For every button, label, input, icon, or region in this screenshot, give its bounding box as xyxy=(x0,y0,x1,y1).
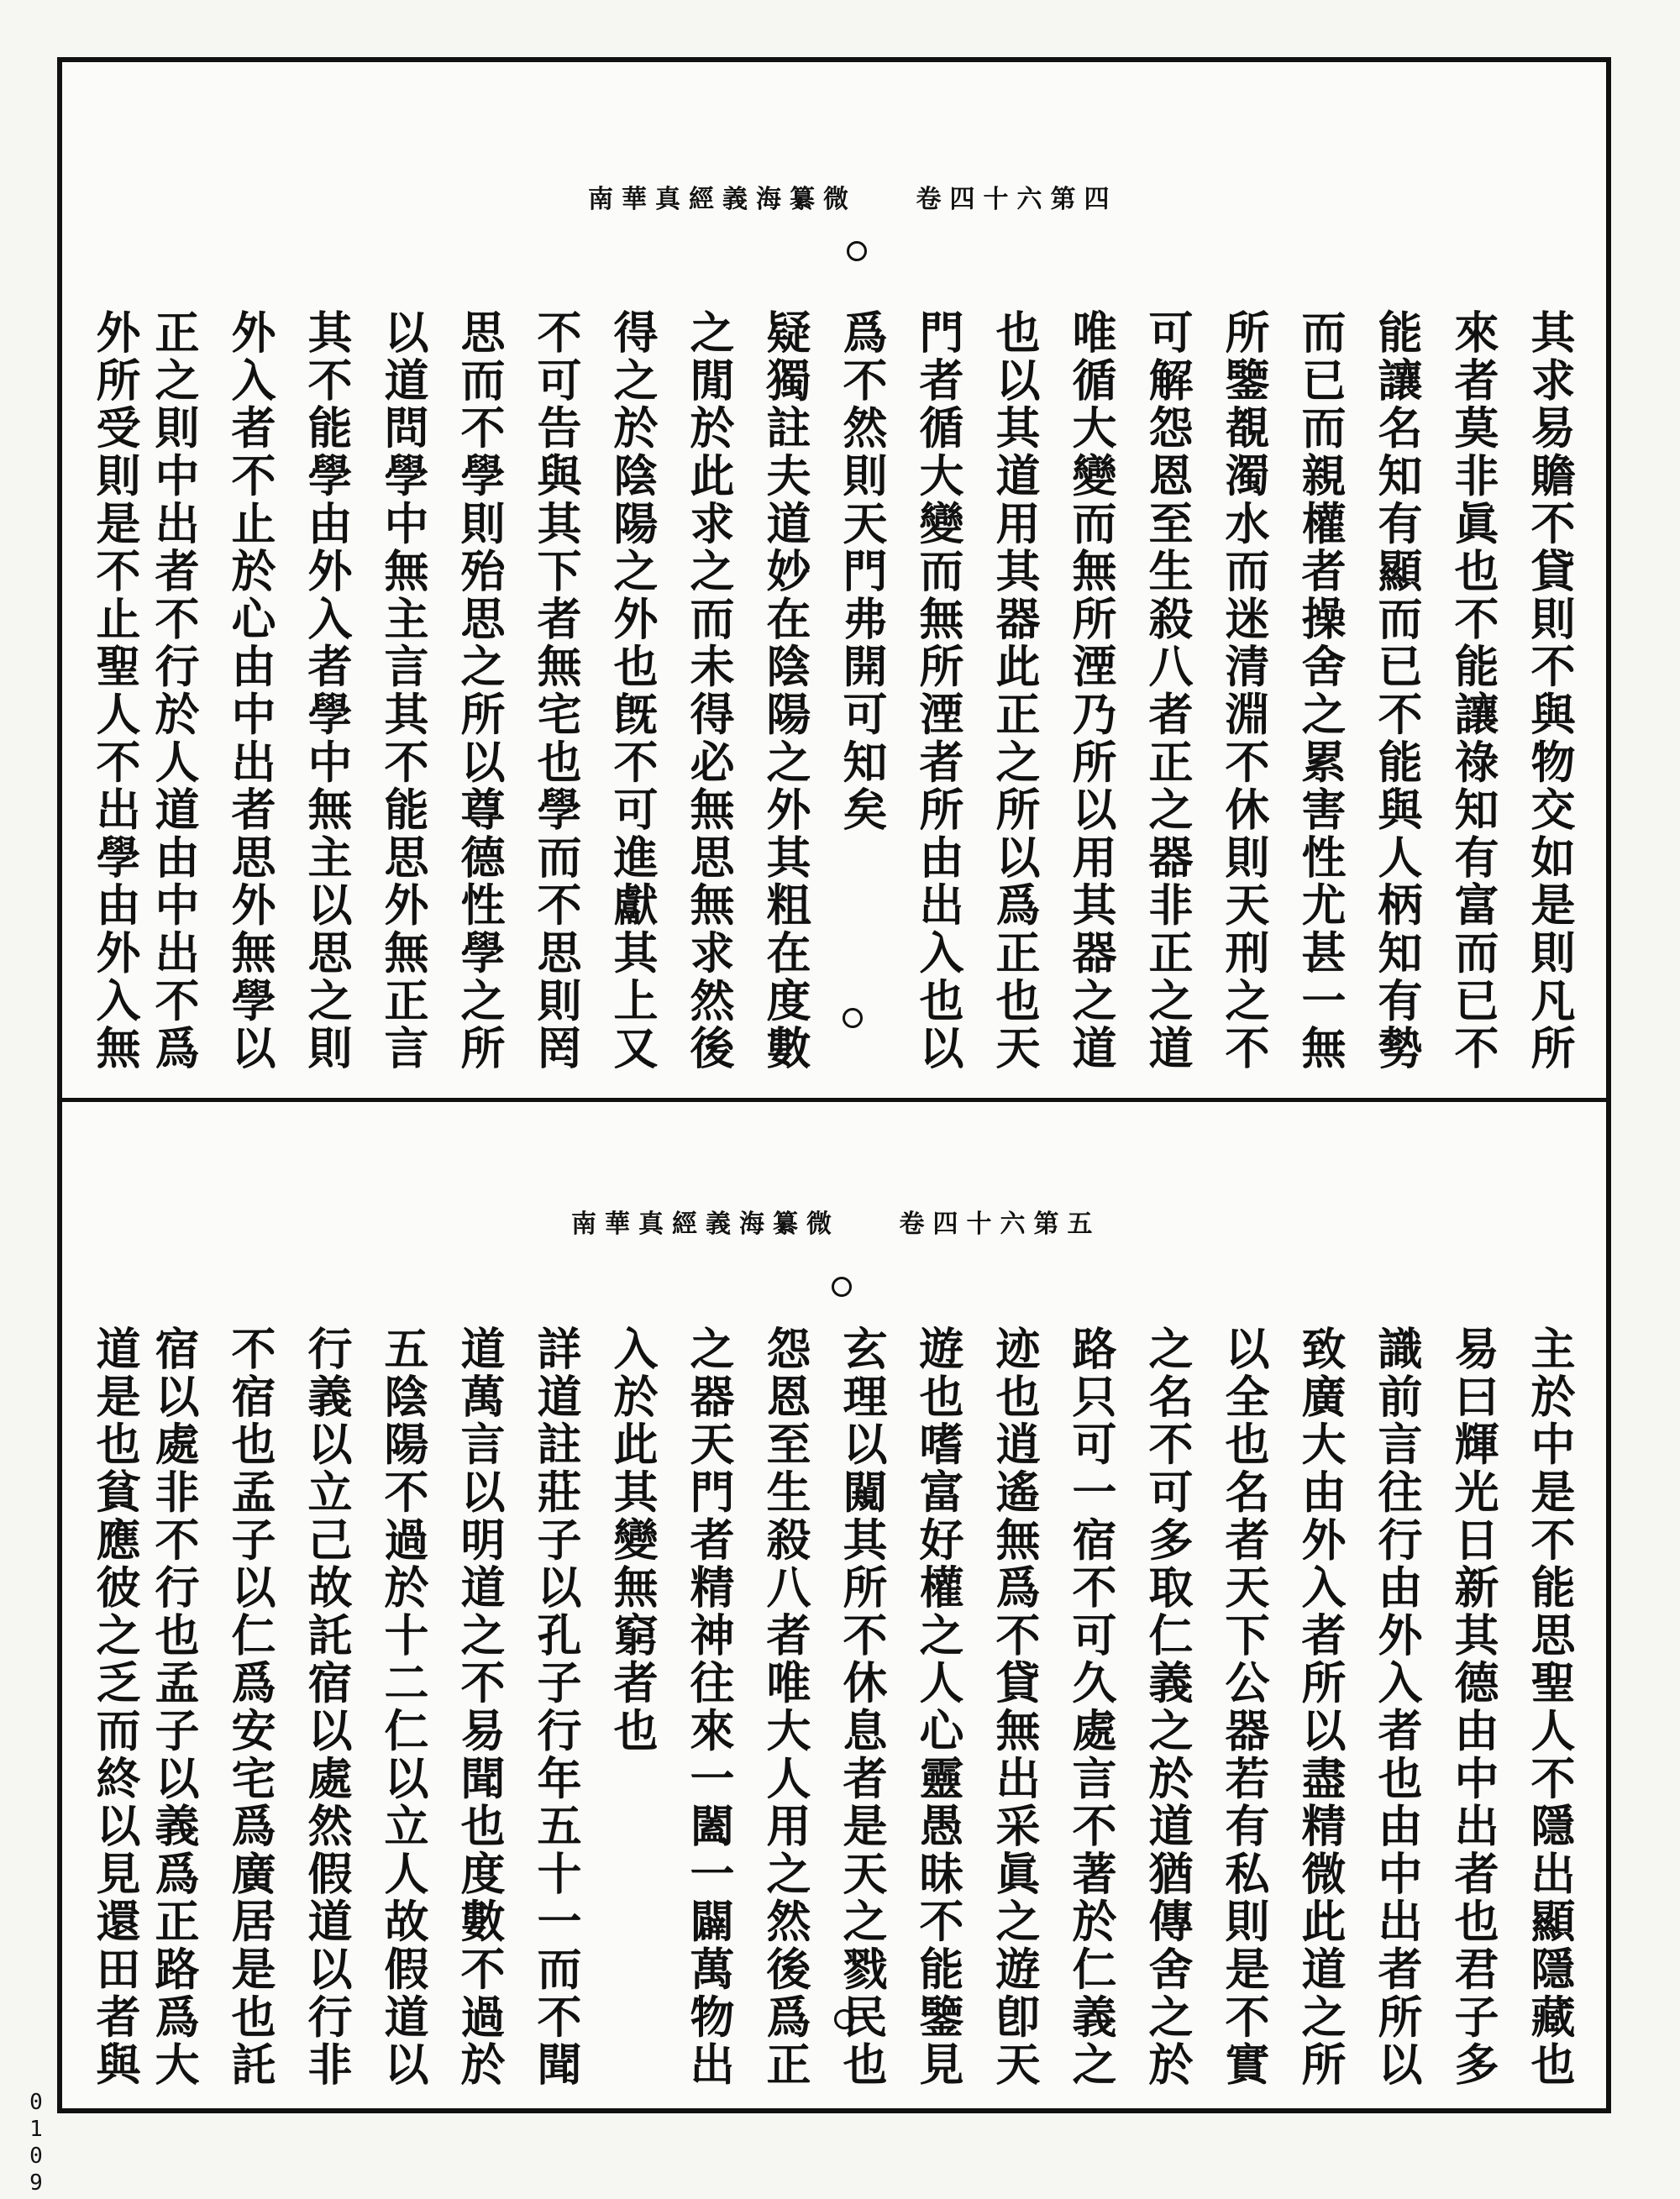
panel-divider xyxy=(57,1098,1611,1102)
text-column: 外入者不止於心由中出者思外無學以 xyxy=(224,309,276,1073)
circle-mark xyxy=(832,1277,852,1297)
text-column: 易曰輝光日新其德由中出者也君子多 xyxy=(1447,1325,1499,2089)
text-column: 也以其道用其器此正之所以爲正也天 xyxy=(989,309,1041,1073)
text-column: 以道問學中無主言其不能思外無正言 xyxy=(377,309,429,1073)
text-column: 爲不然則天門弗開可知矣 xyxy=(836,309,888,834)
text-column: 而已而親權者操舍之累害性尤甚一無 xyxy=(1294,309,1347,1073)
text-column: 怨恩至生殺八者唯大人用之然後爲正 xyxy=(759,1325,811,2089)
page-number: 0109 xyxy=(24,2090,49,2197)
text-column: 得之於陰陽之外也旣不可進獻其上又 xyxy=(606,309,659,1073)
top-panel-header xyxy=(588,178,1117,215)
text-column: 宿以處非不行也孟子以義爲正路爲大 xyxy=(148,1325,200,2089)
book-title: 南華真經義海纂微 xyxy=(588,185,857,214)
text-column: 主於中是不能思聖人不隱出顯隱藏也 xyxy=(1524,1325,1576,2089)
text-column: 路只可一宿不可久處言不著於仁義之 xyxy=(1065,1325,1117,2089)
text-column: 不宿也孟子以仁爲安宅爲廣居是也託 xyxy=(224,1325,276,2089)
text-column: 正之則中出者不行於人道由中出不爲 xyxy=(148,309,200,1073)
text-column: 道是也貧應彼之乏而終以見還田者與 xyxy=(89,1325,141,2089)
text-column: 行義以立己故託宿以處然假道以行非 xyxy=(301,1325,353,2089)
circle-mark xyxy=(843,1008,863,1028)
text-column: 之名不可多取仁義之於道猶傳舍之於 xyxy=(1142,1325,1194,2089)
text-column: 之器天門者精神往來一闔一闢萬物出 xyxy=(683,1325,735,2089)
text-column: 識前言往行由外入者也由中出者所以 xyxy=(1371,1325,1423,2089)
book-title: 南華真經義海纂微 xyxy=(571,1210,840,1239)
text-column: 其不能學由外入者學中無主以思之則 xyxy=(301,309,353,1073)
volume-label: 卷四十六第四 xyxy=(916,185,1118,214)
text-column: 可解怨恩至生殺八者正之器非正之道 xyxy=(1142,309,1194,1073)
text-column: 門者循大變而無所湮者所由出入也以 xyxy=(912,309,964,1073)
text-column: 五陰陽不過於十二仁以立人故假道以 xyxy=(377,1325,429,2089)
text-column: 來者莫非眞也不能讓祿知有富而已不 xyxy=(1447,309,1499,1073)
text-column: 唯循大變而無所湮乃所以用其器之道 xyxy=(1065,309,1117,1073)
text-column: 思而不學則殆思之所以尊德性學之所 xyxy=(454,309,506,1073)
text-column: 能讓名知有顯而已不能與人柄知有勢 xyxy=(1371,309,1423,1073)
circle-mark xyxy=(847,241,867,261)
text-column: 不可告與其下者無宅也學而不思則罔 xyxy=(530,309,582,1073)
text-column: 外所受則是不止聖人不出學由外入無 xyxy=(89,309,141,1073)
text-column: 疑獨註夫道妙在陰陽之外其粗在度數 xyxy=(759,309,811,1073)
text-column: 入於此其變無窮者也 xyxy=(606,1325,659,1756)
text-column: 之閒於此求之而未得必無思無求然後 xyxy=(683,309,735,1073)
text-column: 迹也逍遙無爲不貸無出采眞之遊卽天 xyxy=(989,1325,1041,2089)
text-column: 遊也嗜富好權之人心靈愚昧不能鑒見 xyxy=(912,1325,964,2089)
text-column: 致廣大由外入者所以盡精微此道之所 xyxy=(1294,1325,1347,2089)
volume-label: 卷四十六第五 xyxy=(899,1210,1101,1239)
text-column: 以全也名者天下公器若有私則是不實 xyxy=(1218,1325,1270,2089)
text-column: 玄理以闚其所不休息者是天之戮民也 xyxy=(836,1325,888,2089)
text-column: 其求易贍不貸則不與物交如是則凡所 xyxy=(1524,309,1576,1073)
text-column: 詳道註莊子以孔子行年五十一而不聞 xyxy=(530,1325,582,2089)
text-column: 所鑒覩濁水而迷清淵不休則天刑之不 xyxy=(1218,309,1270,1073)
bottom-panel-header xyxy=(571,1203,1100,1240)
text-column: 道萬言以明道之不易聞也度數不過於 xyxy=(454,1325,506,2089)
